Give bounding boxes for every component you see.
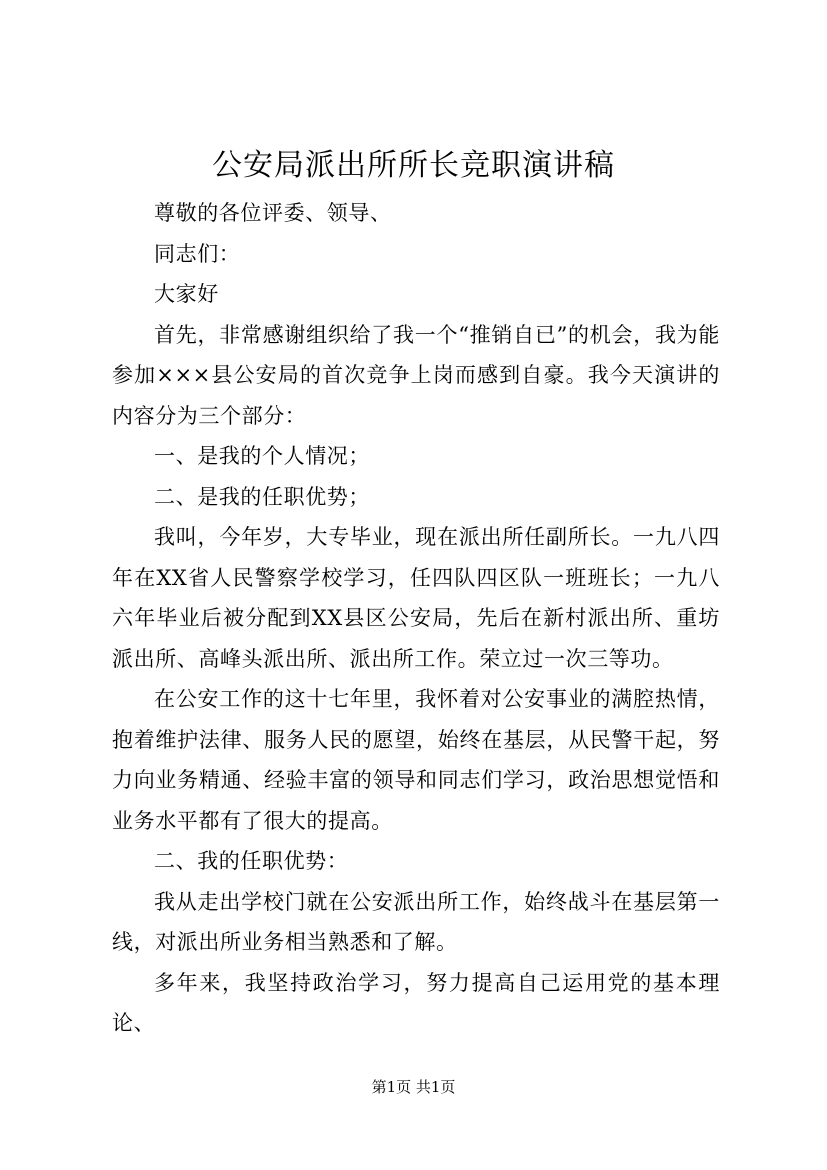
document-body	[112, 193, 720, 1044]
paragraph-greeting: 大家好	[154, 282, 219, 306]
paragraph-section-heading: 二、我的任职优势：	[154, 849, 349, 873]
paragraph-personal-info: 我叫，今年岁，大专毕业，现在派出所任副所长。一九八四年在XX省人民警察学校学习，任四队四区队一班班长；一九八六年毕业后被分配到XX县区公安局，先后在新村派出所、重坊派出所、高峰头派出所、派出所工作。荣立过一次三等功。	[112, 525, 720, 671]
paragraph-political-study: 多年来，我坚持政治学习，努力提高自己运用党的基本理论、	[112, 970, 720, 1035]
paragraph-work-experience: 在公安工作的这十七年里，我怀着对公安事业的满腔热情，抱着维护法律、服务人民的愿望，始终在基层，从民警干起，努力向业务精通、经验丰富的领导和同志们学习，政治思想觉悟和业务水平都有了很大的提高。	[112, 687, 720, 833]
paragraph-outline-1: 一、是我的个人情况；	[154, 444, 370, 468]
paragraph-salutation: 尊敬的各位评委、领导、	[154, 201, 392, 225]
paragraph-comrades: 同志们：	[154, 241, 241, 266]
paragraph-outline-2: 二、是我的任职优势；	[154, 484, 370, 509]
paragraph-frontline: 我从走出学校门就在公安派出所工作，始终战斗在基层第一线，对派出所业务相当熟悉和了解。	[112, 889, 720, 954]
paragraph-introduction: 首先，非常感谢组织给了我一个“推销自已”的机会，我为能参加×××县公安局的首次竞争上岗而感到自豪。我今天演讲的内容分为三个部分：	[112, 322, 720, 428]
page-footer: 第1页 共1页	[371, 1078, 456, 1096]
document-title: 公安局派出所所长竞职演讲稿	[212, 148, 615, 183]
